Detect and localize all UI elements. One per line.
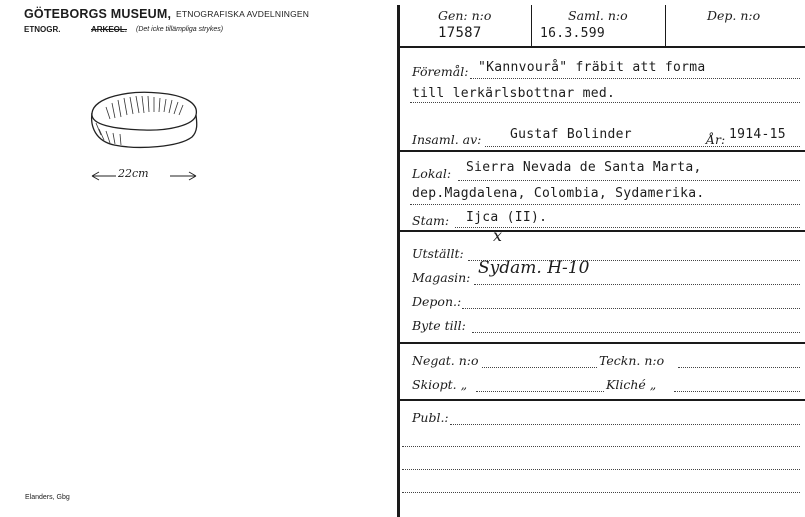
insaml-value: Gustaf Bolinder bbox=[510, 127, 632, 142]
header-divider-2 bbox=[665, 5, 666, 47]
depon-label: Depon.: bbox=[412, 294, 462, 309]
insaml-dotted bbox=[485, 146, 800, 147]
foremal-line-2: till lerkärlsbottnar med. bbox=[412, 86, 616, 101]
department-name: ETNOGRAFISKA AVDELNINGEN bbox=[176, 9, 310, 19]
header-divider-1 bbox=[531, 5, 532, 47]
foremal-dotted-2 bbox=[410, 102, 800, 103]
utstallt-label: Utställt: bbox=[412, 246, 464, 261]
foremal-dotted-1 bbox=[470, 78, 800, 79]
byte-dotted bbox=[472, 332, 800, 333]
arkeol-label-struck: ARKEOL. bbox=[91, 25, 127, 34]
byte-label: Byte till: bbox=[412, 318, 466, 333]
insaml-label: Insaml. av: bbox=[412, 132, 482, 147]
printer-imprint: Elanders, Gbg bbox=[25, 494, 70, 501]
publ-dotted-3 bbox=[402, 469, 800, 470]
museum-name: GÖTEBORGS MUSEUM, bbox=[24, 7, 172, 21]
publ-label: Publ.: bbox=[412, 410, 449, 425]
stam-label: Stam: bbox=[412, 213, 450, 228]
publ-dotted-1 bbox=[450, 424, 800, 425]
saml-value: 16.3.599 bbox=[540, 26, 606, 41]
lokal-dotted-1 bbox=[458, 180, 800, 181]
teckn-dotted bbox=[678, 367, 800, 368]
rule-byte bbox=[399, 342, 805, 344]
magasin-label: Magasin: bbox=[412, 270, 471, 285]
lokal-line-2: dep.Magdalena, Colombia, Sydamerika. bbox=[412, 186, 705, 201]
scale-note: 22cm bbox=[118, 167, 149, 180]
magasin-dotted bbox=[474, 284, 800, 285]
ar-value: 1914-15 bbox=[729, 127, 786, 142]
rule-insaml bbox=[399, 150, 805, 152]
rule-header bbox=[399, 46, 805, 48]
card-left-border bbox=[397, 5, 400, 517]
stam-value: Ijca (II). bbox=[466, 210, 548, 225]
rule-klische bbox=[399, 399, 805, 401]
rule-stam bbox=[399, 230, 805, 232]
saml-label: Saml. n:o bbox=[568, 8, 628, 23]
gen-value: 17587 bbox=[438, 25, 482, 41]
foremal-line-1: "Kannvourå" fräbit att forma bbox=[478, 60, 706, 75]
skiopt-dotted bbox=[476, 391, 604, 392]
etnogr-label: ETNOGR. bbox=[24, 25, 61, 34]
negat-label: Negat. n:o bbox=[412, 353, 479, 368]
lokal-dotted-2 bbox=[410, 204, 800, 205]
strike-note: (Det icke tillämpliga strykes) bbox=[136, 26, 224, 33]
teckn-label: Teckn. n:o bbox=[599, 353, 665, 368]
publ-dotted-2 bbox=[402, 446, 800, 447]
lokal-label: Lokal: bbox=[412, 166, 452, 181]
dep-label: Dep. n:o bbox=[707, 8, 761, 23]
ar-label: År: bbox=[706, 132, 726, 147]
klische-dotted bbox=[674, 391, 800, 392]
depon-dotted bbox=[462, 308, 800, 309]
object-sketch bbox=[84, 85, 209, 155]
skiopt-label: Skiopt. „ bbox=[412, 377, 468, 392]
negat-dotted bbox=[482, 367, 597, 368]
magasin-value: Sydam. H-10 bbox=[478, 258, 590, 278]
klische-label: Kliché „ bbox=[606, 377, 657, 392]
stam-dotted bbox=[455, 227, 800, 228]
lokal-line-1: Sierra Nevada de Santa Marta, bbox=[466, 160, 702, 175]
utstallt-mark: x bbox=[493, 226, 503, 245]
publ-dotted-4 bbox=[402, 492, 800, 493]
foremal-label: Föremål: bbox=[412, 64, 469, 79]
gen-label: Gen: n:o bbox=[438, 8, 492, 23]
